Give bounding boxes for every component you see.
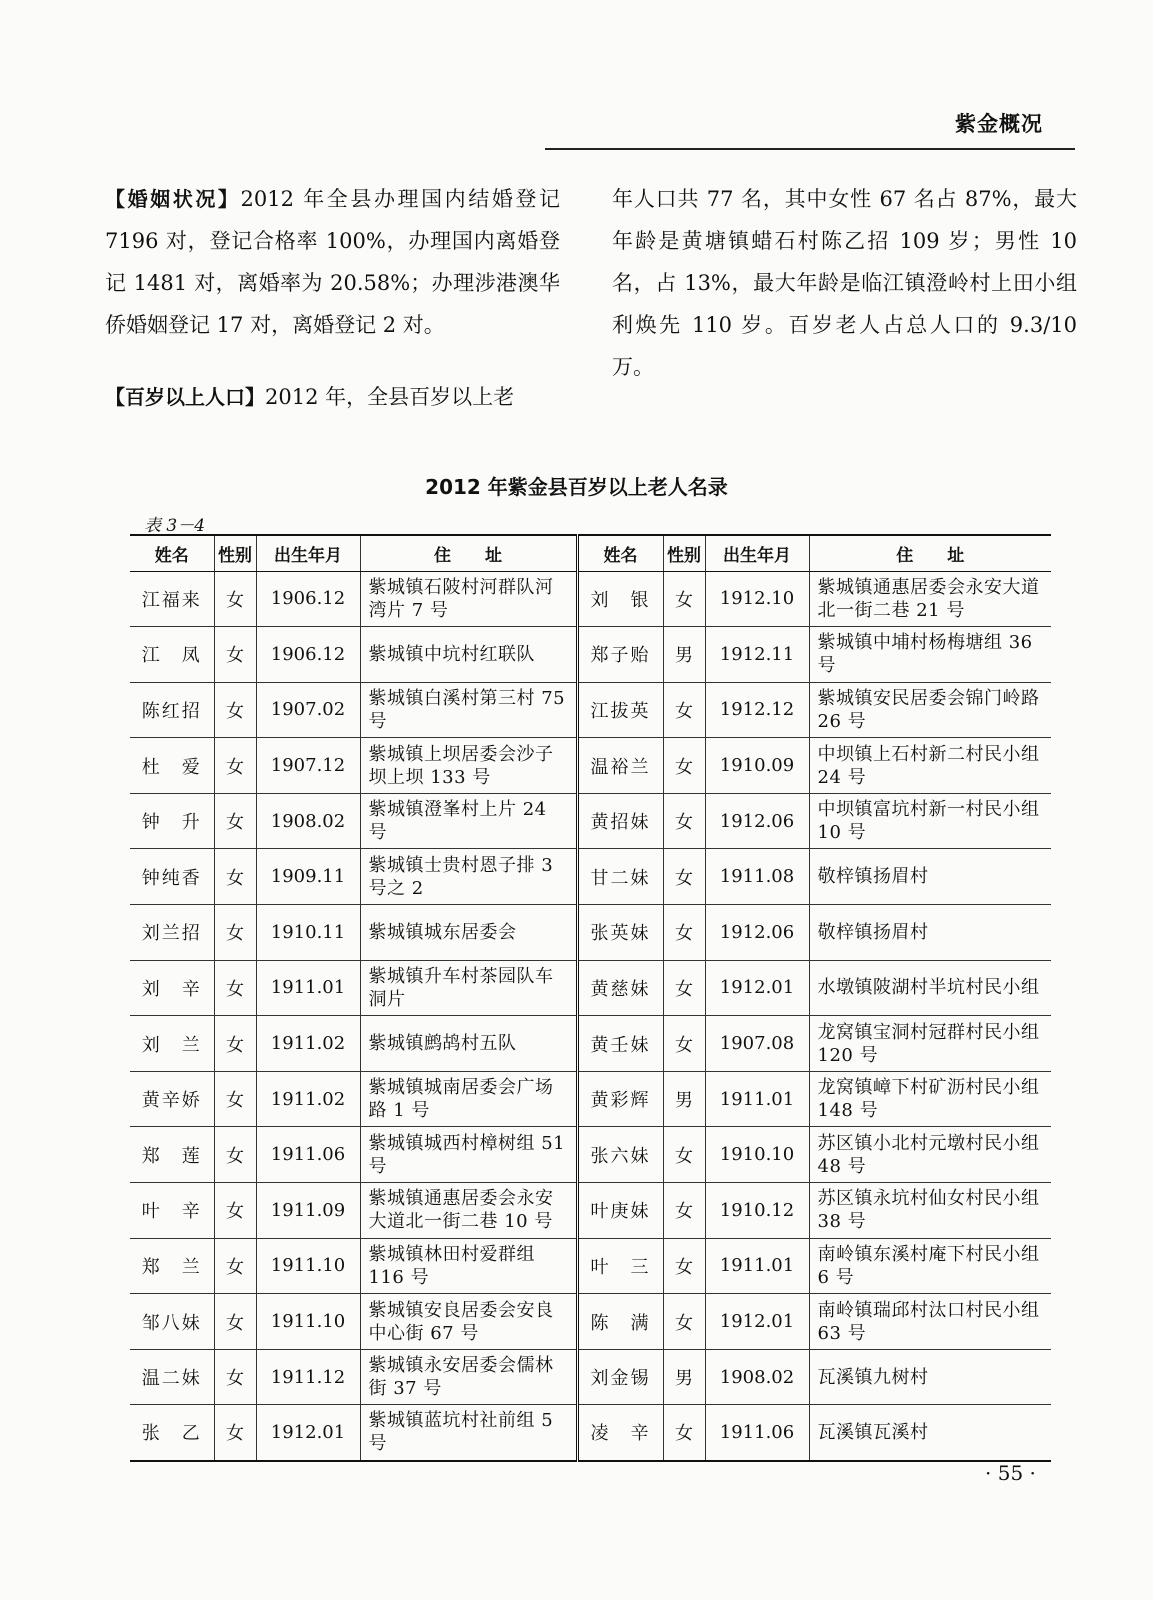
cell-right-gender: 女 (663, 1238, 705, 1294)
table-row (130, 627, 1051, 683)
cell-left-name: 江 凤 (130, 627, 214, 683)
cell-right-address: 瓦溪镇九树村 (809, 1349, 1051, 1405)
table-row (130, 905, 1051, 961)
cell-left-name: 郑 莲 (130, 1127, 214, 1183)
cell-left-address: 紫城镇城东居委会 (360, 905, 577, 961)
cell-left-birth: 1910.11 (256, 905, 360, 961)
header-birth: 出生年月 (705, 535, 809, 571)
cell-right-name: 黄慈妹 (577, 960, 663, 1016)
header-name: 姓名 (130, 535, 214, 571)
running-header-title: 紫金概况 (955, 112, 1043, 136)
centenarian-text-right: 年人口共 77 名，其中女性 67 名占 87%，最大年龄是黄塘镇蜡石村陈乙招 109 岁；男性 10 名，占 13%，最大年龄是临江镇澄岭村上田小组利焕先 110 岁。百岁老人占总人口的 9.3/10 万。 (612, 187, 1077, 379)
cell-right-name: 刘金锡 (577, 1349, 663, 1405)
cell-right-gender: 男 (663, 1071, 705, 1127)
cell-left-birth: 1911.10 (256, 1294, 360, 1350)
cell-right-name: 郑子贻 (577, 627, 663, 683)
table-row (130, 849, 1051, 905)
cell-right-birth: 1911.06 (705, 1405, 809, 1461)
cell-left-address: 紫城镇上坝居委会沙子坝上坝 133 号 (360, 738, 577, 794)
cell-right-address: 苏区镇永坑村仙女村民小组 38 号 (809, 1183, 1051, 1239)
cell-right-birth: 1912.01 (705, 1294, 809, 1350)
header-address: 住 址 (809, 535, 1051, 571)
cell-left-birth: 1911.01 (256, 960, 360, 1016)
cell-right-address: 中坝镇上石村新二村民小组 24 号 (809, 738, 1051, 794)
cell-right-birth: 1912.01 (705, 960, 809, 1016)
right-column (612, 178, 1077, 388)
cell-right-birth: 1910.09 (705, 738, 809, 794)
cell-left-gender: 女 (214, 793, 256, 849)
cell-left-name: 郑 兰 (130, 1238, 214, 1294)
centenarian-table (130, 534, 1051, 1462)
cell-right-gender: 女 (663, 905, 705, 961)
table-row (130, 1349, 1051, 1405)
table-title: 2012 年紫金县百岁以上老人名录 (425, 475, 728, 499)
cell-left-name: 邹八妹 (130, 1294, 214, 1350)
cell-left-gender: 女 (214, 905, 256, 961)
cell-left-name: 江福来 (130, 571, 214, 627)
cell-left-birth: 1907.12 (256, 738, 360, 794)
cell-left-address: 紫城镇石陂村河群队河湾片 7 号 (360, 571, 577, 627)
cell-right-birth: 1911.01 (705, 1071, 809, 1127)
table-row (130, 1294, 1051, 1350)
cell-left-gender: 女 (214, 1349, 256, 1405)
marriage-heading: 【婚姻状况】 (105, 187, 241, 211)
cell-left-name: 刘兰招 (130, 905, 214, 961)
cell-left-address: 紫城镇城南居委会广场路 1 号 (360, 1071, 577, 1127)
cell-right-gender: 女 (663, 1183, 705, 1239)
left-column (105, 178, 560, 418)
header-rule (545, 148, 1075, 150)
cell-right-address: 水墩镇陂湖村半坑村民小组 (809, 960, 1051, 1016)
table-body (130, 571, 1051, 1461)
cell-right-gender: 女 (663, 738, 705, 794)
cell-left-birth: 1911.12 (256, 1349, 360, 1405)
cell-right-gender: 女 (663, 1294, 705, 1350)
cell-left-gender: 女 (214, 1183, 256, 1239)
cell-left-name: 陈红招 (130, 682, 214, 738)
cell-left-name: 刘 兰 (130, 1016, 214, 1072)
page-number: · 55 · (985, 1461, 1036, 1485)
cell-right-name: 张六妹 (577, 1127, 663, 1183)
table-row (130, 1405, 1051, 1461)
cell-right-birth: 1911.01 (705, 1238, 809, 1294)
cell-right-name: 黄招妹 (577, 793, 663, 849)
table-row (130, 1127, 1051, 1183)
cell-left-address: 紫城镇中坑村红联队 (360, 627, 577, 683)
cell-left-address: 紫城镇士贵村恩子排 3 号之 2 (360, 849, 577, 905)
cell-left-gender: 女 (214, 849, 256, 905)
table-row (130, 1016, 1051, 1072)
cell-left-address: 紫城镇安良居委会安良中心街 67 号 (360, 1294, 577, 1350)
cell-right-name: 江拔英 (577, 682, 663, 738)
cell-right-birth: 1912.11 (705, 627, 809, 683)
cell-left-name: 钟 升 (130, 793, 214, 849)
cell-left-address: 紫城镇澄峯村上片 24 号 (360, 793, 577, 849)
cell-left-gender: 女 (214, 738, 256, 794)
cell-right-gender: 男 (663, 1349, 705, 1405)
header-gender: 性别 (663, 535, 705, 571)
cell-right-name: 凌 辛 (577, 1405, 663, 1461)
cell-right-name: 甘二妹 (577, 849, 663, 905)
cell-right-birth: 1912.06 (705, 905, 809, 961)
centenarian-paragraph-start (105, 376, 560, 418)
cell-left-address: 紫城镇通惠居委会永安大道北一街二巷 10 号 (360, 1183, 577, 1239)
cell-left-gender: 女 (214, 1294, 256, 1350)
cell-left-name: 钟纯香 (130, 849, 214, 905)
cell-right-address: 南岭镇东溪村庵下村民小组 6 号 (809, 1238, 1051, 1294)
marriage-paragraph (105, 178, 560, 346)
table-row (130, 793, 1051, 849)
cell-right-birth: 1912.06 (705, 793, 809, 849)
cell-right-gender: 女 (663, 960, 705, 1016)
header-address: 住 址 (360, 535, 577, 571)
cell-left-address: 紫城镇林田村爱群组 116 号 (360, 1238, 577, 1294)
cell-left-gender: 女 (214, 1071, 256, 1127)
cell-left-name: 叶 辛 (130, 1183, 214, 1239)
cell-right-name: 张英妹 (577, 905, 663, 961)
cell-left-birth: 1911.02 (256, 1071, 360, 1127)
table-row (130, 1071, 1051, 1127)
cell-left-address: 紫城镇升车村茶园队车洞片 (360, 960, 577, 1016)
cell-left-birth: 1911.10 (256, 1238, 360, 1294)
cell-left-address: 紫城镇白溪村第三村 75 号 (360, 682, 577, 738)
centenarian-text-left: 2012 年，全县百岁以上老 (265, 385, 515, 409)
cell-right-gender: 女 (663, 1127, 705, 1183)
centenarian-heading: 【百岁以上人口】 (105, 385, 265, 409)
cell-left-gender: 女 (214, 571, 256, 627)
cell-left-gender: 女 (214, 682, 256, 738)
header-birth: 出生年月 (256, 535, 360, 571)
header-name: 姓名 (577, 535, 663, 571)
cell-left-address: 紫城镇城西村樟树组 51 号 (360, 1127, 577, 1183)
cell-left-gender: 女 (214, 1405, 256, 1461)
cell-right-address: 紫城镇安民居委会锦门岭路 26 号 (809, 682, 1051, 738)
cell-right-name: 黄壬妹 (577, 1016, 663, 1072)
table-row (130, 738, 1051, 794)
cell-left-birth: 1906.12 (256, 627, 360, 683)
cell-right-address: 紫城镇中埔村杨梅塘组 36 号 (809, 627, 1051, 683)
cell-right-gender: 女 (663, 793, 705, 849)
cell-right-gender: 女 (663, 571, 705, 627)
cell-left-gender: 女 (214, 1127, 256, 1183)
cell-right-address: 龙窝镇嶂下村矿沥村民小组 148 号 (809, 1071, 1051, 1127)
cell-right-name: 温裕兰 (577, 738, 663, 794)
cell-right-gender: 女 (663, 1405, 705, 1461)
cell-right-name: 黄彩辉 (577, 1071, 663, 1127)
cell-right-name: 叶 三 (577, 1238, 663, 1294)
cell-left-gender: 女 (214, 1238, 256, 1294)
cell-right-name: 刘 银 (577, 571, 663, 627)
cell-left-name: 刘 辛 (130, 960, 214, 1016)
cell-left-birth: 1909.11 (256, 849, 360, 905)
table-row (130, 682, 1051, 738)
table-row (130, 1238, 1051, 1294)
cell-left-name: 黄辛娇 (130, 1071, 214, 1127)
cell-left-gender: 女 (214, 960, 256, 1016)
cell-right-birth: 1910.10 (705, 1127, 809, 1183)
cell-left-birth: 1908.02 (256, 793, 360, 849)
cell-right-birth: 1911.08 (705, 849, 809, 905)
cell-right-gender: 女 (663, 682, 705, 738)
header-gender: 性别 (214, 535, 256, 571)
cell-left-address: 紫城镇永安居委会儒林街 37 号 (360, 1349, 577, 1405)
table-row (130, 960, 1051, 1016)
cell-right-gender: 女 (663, 849, 705, 905)
cell-left-gender: 女 (214, 1016, 256, 1072)
cell-left-birth: 1906.12 (256, 571, 360, 627)
cell-right-address: 敬梓镇扬眉村 (809, 905, 1051, 961)
cell-right-name: 陈 满 (577, 1294, 663, 1350)
cell-right-address: 瓦溪镇瓦溪村 (809, 1405, 1051, 1461)
table-label: 表 3－4 (144, 516, 206, 536)
cell-left-birth: 1911.09 (256, 1183, 360, 1239)
cell-right-address: 苏区镇小北村元墩村民小组 48 号 (809, 1127, 1051, 1183)
cell-right-address: 南岭镇瑞邱村汰口村民小组 63 号 (809, 1294, 1051, 1350)
cell-right-birth: 1910.12 (705, 1183, 809, 1239)
cell-left-birth: 1911.02 (256, 1016, 360, 1072)
cell-right-address: 敬梓镇扬眉村 (809, 849, 1051, 905)
cell-left-name: 杜 爱 (130, 738, 214, 794)
cell-left-birth: 1911.06 (256, 1127, 360, 1183)
cell-right-address: 紫城镇通惠居委会永安大道北一街二巷 21 号 (809, 571, 1051, 627)
cell-right-birth: 1912.12 (705, 682, 809, 738)
table-row (130, 571, 1051, 627)
marriage-text: 2012 年全县办理国内结婚登记 7196 对，登记合格率 100%，办理国内离婚登记 1481 对，离婚率为 20.58%；办理涉港澳华侨婚姻登记 17 对，离婚登记 2 对。 (105, 187, 561, 337)
cell-right-birth: 1907.08 (705, 1016, 809, 1072)
cell-right-gender: 女 (663, 1016, 705, 1072)
cell-left-name: 张 乙 (130, 1405, 214, 1461)
cell-right-address: 中坝镇富坑村新一村民小组 10 号 (809, 793, 1051, 849)
cell-left-birth: 1912.01 (256, 1405, 360, 1461)
cell-left-address: 紫城镇鹧鸪村五队 (360, 1016, 577, 1072)
table-row (130, 1183, 1051, 1239)
cell-left-gender: 女 (214, 627, 256, 683)
cell-left-address: 紫城镇蓝坑村社前组 5 号 (360, 1405, 577, 1461)
cell-right-birth: 1908.02 (705, 1349, 809, 1405)
cell-right-gender: 男 (663, 627, 705, 683)
cell-right-birth: 1912.10 (705, 571, 809, 627)
cell-left-birth: 1907.02 (256, 682, 360, 738)
cell-right-name: 叶庚妹 (577, 1183, 663, 1239)
cell-left-name: 温二妹 (130, 1349, 214, 1405)
table-header-row (130, 535, 1051, 571)
cell-right-address: 龙窝镇宝洞村冠群村民小组 120 号 (809, 1016, 1051, 1072)
